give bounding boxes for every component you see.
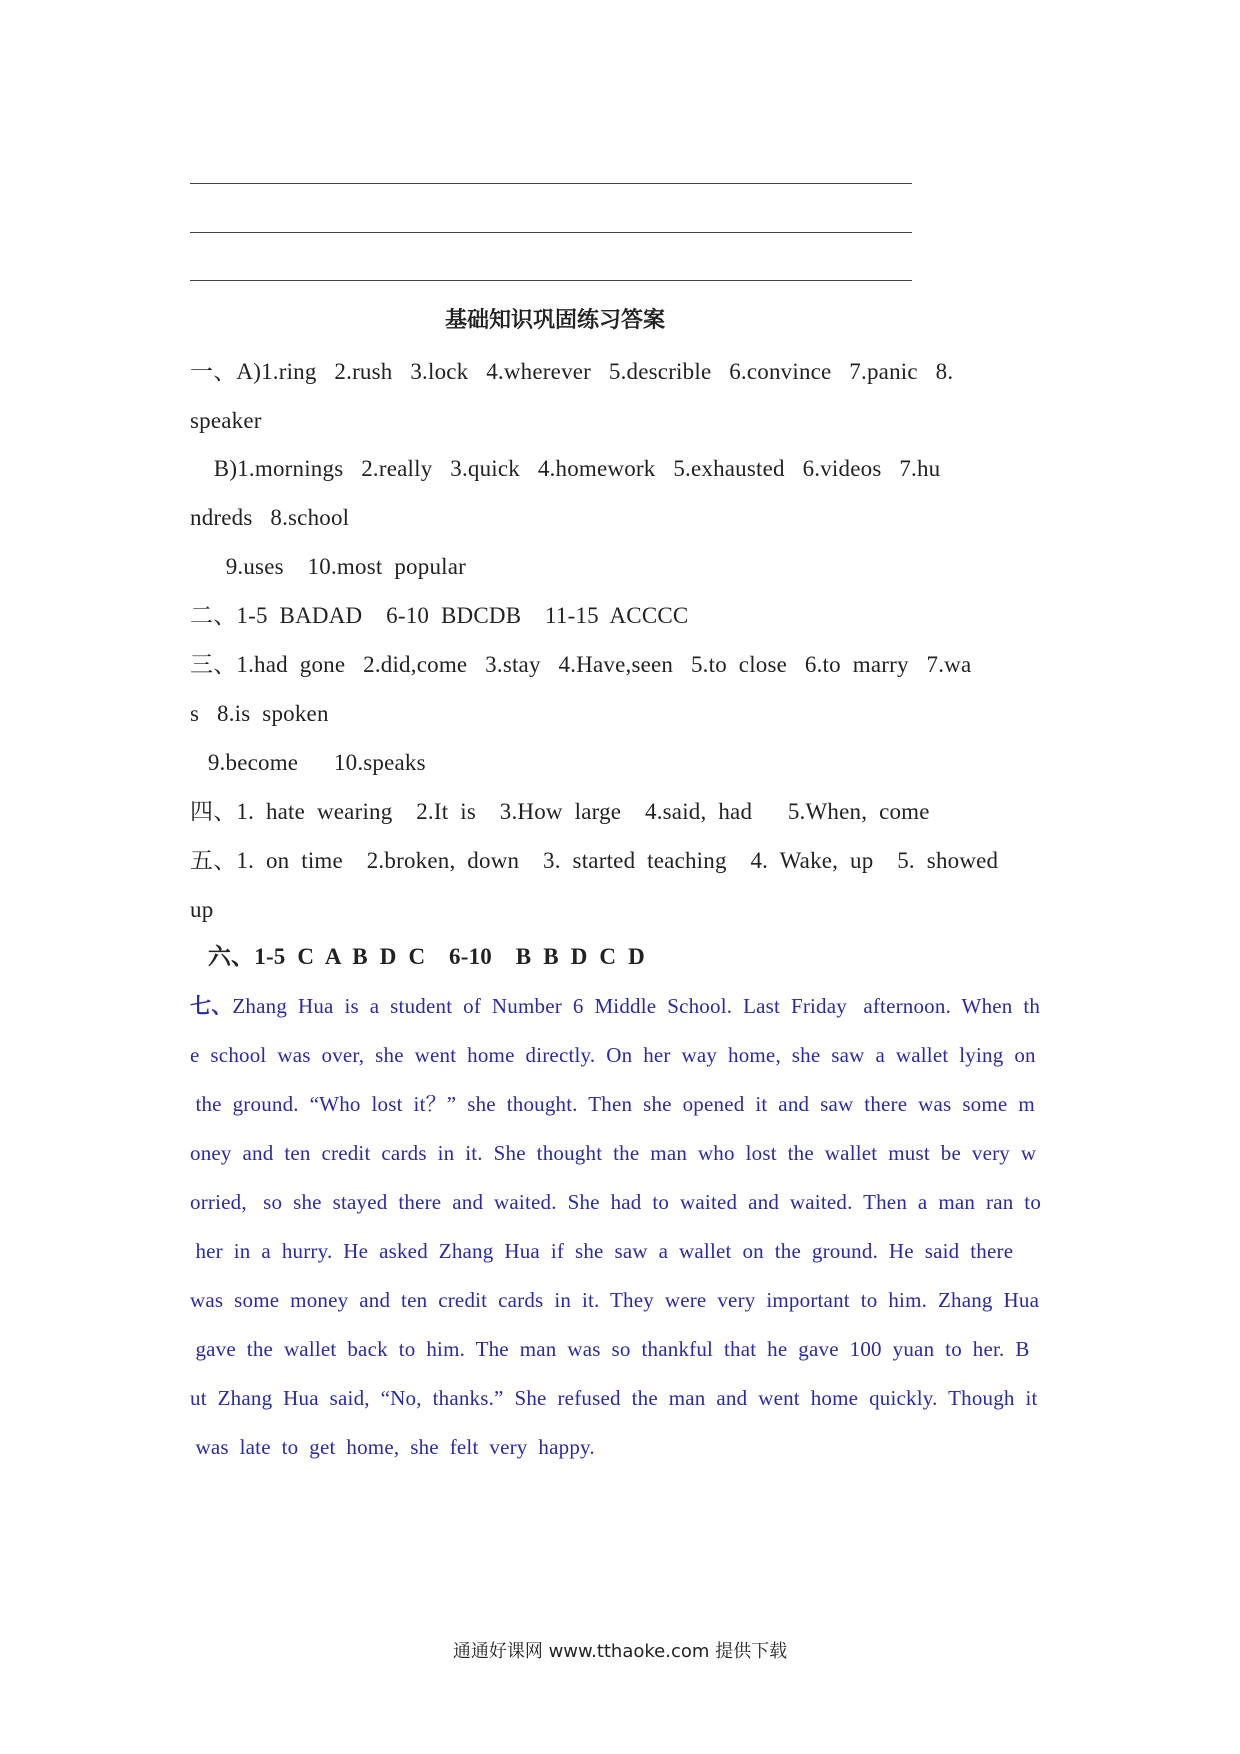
- blank-answer-line-1: [190, 183, 912, 184]
- section-7-line-5: orried, so she stayed there and waited. She had to waited and waited. Then a man ran to: [190, 1190, 1042, 1214]
- section-7-line-4: oney and ten credit cards in it. She thought the man who lost the wallet must be very w: [190, 1141, 1037, 1165]
- section-7-line-1: 七、Zhang Hua is a student of Number 6 Middle School. Last Friday afternoon. When th: [190, 994, 1041, 1018]
- section-1-line-3: B)1.mornings 2.really 3.quick 4.homework 5.exhausted 6.videos 7.hu: [190, 456, 941, 481]
- section-3-line-3: 9.become 10.speaks: [190, 750, 426, 775]
- section-1-line-2: speaker: [190, 408, 262, 433]
- section-1-line-1: 一、A)1.ring 2.rush 3.lock 4.wherever 5.describle 6.convince 7.panic 8.: [190, 359, 954, 384]
- section-7-marker: 七、: [190, 994, 233, 1018]
- section-7-line-3: the ground. “Who lost it？” she thought. Then she opened it and saw there was some m: [190, 1092, 1035, 1116]
- section-2-line-1: 二、1-5 BADAD 6-10 BDCDB 11-15 ACCCC: [190, 603, 689, 628]
- section-7-line-9: ut Zhang Hua said, “No, thanks.” She refused the man and went home quickly. Though it: [190, 1386, 1038, 1410]
- section-5-line-2: up: [190, 897, 214, 922]
- section-6-line-1: 六、1-5 C A B D C 6-10 B B D C D: [190, 944, 645, 969]
- section-3-line-1: 三、1.had gone 2.did,come 3.stay 4.Have,seen 5.to close 6.to marry 7.wa: [190, 652, 972, 677]
- section-7-line-8: gave the wallet back to him. The man was so thankful that he gave 100 yuan to her. B: [190, 1337, 1030, 1361]
- section-3-line-2: s 8.is spoken: [190, 701, 329, 726]
- page-title: 基础知识巩固练习答案: [444, 307, 665, 332]
- footer-credit: 通通好课网 www.tthaoke.com 提供下载: [452, 1641, 788, 1662]
- section-1-line-5: 9.uses 10.most popular: [190, 554, 466, 579]
- section-5-line-1: 五、1. on time 2.broken, down 3. started teaching 4. Wake, up 5. showed: [190, 848, 999, 873]
- section-7-line-6: her in a hurry. He asked Zhang Hua if she saw a wallet on the ground. He said there: [190, 1239, 1014, 1263]
- section-4-line-1: 四、1. hate wearing 2.It is 3.How large 4.said, had 5.When, come: [190, 799, 930, 824]
- section-7-line-10: was late to get home, she felt very happy.: [190, 1435, 595, 1459]
- section-1-line-4: ndreds 8.school: [190, 505, 350, 530]
- blank-answer-line-2: [190, 232, 912, 233]
- section-7-line-2: e school was over, she went home directly. On her way home, she saw a wallet lying on: [190, 1043, 1036, 1067]
- section-7-line-7: was some money and ten credit cards in it. They were very important to him. Zhang Hua: [190, 1288, 1040, 1312]
- blank-answer-line-3: [190, 280, 912, 281]
